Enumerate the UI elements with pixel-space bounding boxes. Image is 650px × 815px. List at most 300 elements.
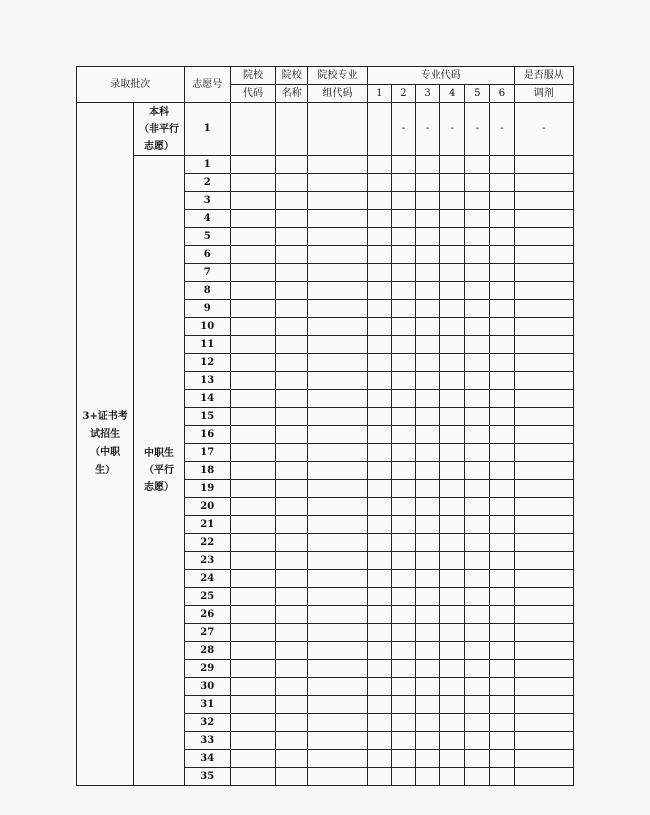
major-5-cell[interactable]: [465, 372, 490, 390]
major-1-cell[interactable]: [367, 354, 391, 372]
major-4-cell[interactable]: [440, 156, 465, 174]
major-1-cell[interactable]: [367, 696, 391, 714]
major-4-cell[interactable]: [440, 732, 465, 750]
major-1-cell[interactable]: [367, 228, 391, 246]
major-6-cell[interactable]: [490, 570, 514, 588]
major-5-cell[interactable]: [465, 318, 490, 336]
major-3-cell[interactable]: [415, 588, 439, 606]
major-6-cell[interactable]: [490, 750, 514, 768]
adjust-cell[interactable]: [514, 516, 573, 534]
major-3-cell[interactable]: [415, 300, 439, 318]
major-5-cell[interactable]: [465, 336, 490, 354]
major-1-cell[interactable]: [367, 660, 391, 678]
major-2-cell[interactable]: [391, 300, 415, 318]
school-name-cell[interactable]: [276, 498, 308, 516]
adjust-cell[interactable]: [514, 336, 573, 354]
major-5-cell[interactable]: [465, 588, 490, 606]
major-3-cell[interactable]: [415, 750, 439, 768]
major-5-cell[interactable]: [465, 570, 490, 588]
major-4-cell[interactable]: [440, 246, 465, 264]
group-code-cell[interactable]: [308, 750, 367, 768]
major-3-cell[interactable]: [415, 516, 439, 534]
adjust-cell[interactable]: [514, 534, 573, 552]
adjust-cell[interactable]: [514, 606, 573, 624]
major-6-cell[interactable]: [490, 678, 514, 696]
school-name-cell[interactable]: [276, 174, 308, 192]
major-1-cell[interactable]: [367, 408, 391, 426]
school-code-cell[interactable]: [230, 444, 275, 462]
school-code-cell[interactable]: [230, 246, 275, 264]
school-code-cell[interactable]: [230, 534, 275, 552]
major-2-cell[interactable]: [391, 678, 415, 696]
group-code-cell[interactable]: [308, 390, 367, 408]
major-2-cell[interactable]: [391, 354, 415, 372]
school-name-cell[interactable]: [276, 210, 308, 228]
major-6-cell[interactable]: [490, 660, 514, 678]
adjust-cell[interactable]: [514, 264, 573, 282]
adjust-cell[interactable]: [514, 588, 573, 606]
major-2-cell[interactable]: [391, 660, 415, 678]
major-6-cell[interactable]: [490, 444, 514, 462]
group-code-cell[interactable]: [308, 300, 367, 318]
major-4-cell[interactable]: [440, 678, 465, 696]
school-code-cell[interactable]: [230, 156, 275, 174]
major-6-cell[interactable]: [490, 588, 514, 606]
adjust-cell[interactable]: [514, 696, 573, 714]
major-1-cell[interactable]: [367, 192, 391, 210]
major-4-cell[interactable]: [440, 210, 465, 228]
school-name-cell[interactable]: [276, 750, 308, 768]
major-5-cell[interactable]: [465, 642, 490, 660]
major-3-cell[interactable]: [415, 354, 439, 372]
school-code-cell[interactable]: [230, 750, 275, 768]
major-2-cell[interactable]: [391, 588, 415, 606]
adjust-cell[interactable]: [514, 462, 573, 480]
group-code-cell[interactable]: [308, 660, 367, 678]
school-code-cell[interactable]: [230, 426, 275, 444]
adjust-cell[interactable]: [514, 174, 573, 192]
group-code-cell[interactable]: [308, 282, 367, 300]
major-1-cell[interactable]: [367, 282, 391, 300]
major-6-cell[interactable]: [490, 462, 514, 480]
major-6-cell[interactable]: [490, 264, 514, 282]
major-5-cell[interactable]: [465, 228, 490, 246]
school-name-cell[interactable]: [276, 624, 308, 642]
major-2-cell[interactable]: [391, 264, 415, 282]
group-code-cell[interactable]: [308, 588, 367, 606]
major-6-cell[interactable]: [490, 300, 514, 318]
major-5-cell[interactable]: [465, 390, 490, 408]
major-2-cell[interactable]: [391, 714, 415, 732]
adjust-cell[interactable]: [514, 624, 573, 642]
major-6-cell[interactable]: [490, 408, 514, 426]
group-code-cell[interactable]: [308, 534, 367, 552]
group-code-cell[interactable]: [308, 318, 367, 336]
major-6-cell[interactable]: [490, 210, 514, 228]
major-5-cell[interactable]: [465, 282, 490, 300]
major-6-cell[interactable]: [490, 642, 514, 660]
school-code-cell[interactable]: [230, 300, 275, 318]
major-5-cell[interactable]: [465, 624, 490, 642]
major-5-cell[interactable]: [465, 156, 490, 174]
major-6-cell[interactable]: [490, 390, 514, 408]
adjust-cell[interactable]: [514, 552, 573, 570]
major-3-cell[interactable]: [415, 768, 439, 786]
major-1-cell[interactable]: [367, 570, 391, 588]
major-3-cell[interactable]: [415, 336, 439, 354]
major-6-cell[interactable]: [490, 372, 514, 390]
adjust-cell[interactable]: [514, 156, 573, 174]
major-5-cell[interactable]: [465, 246, 490, 264]
major-4-cell[interactable]: [440, 624, 465, 642]
major-3-cell[interactable]: [415, 246, 439, 264]
group-code-cell[interactable]: [308, 156, 367, 174]
major-2-cell[interactable]: [391, 444, 415, 462]
major-3-cell[interactable]: [415, 228, 439, 246]
major-3-cell[interactable]: [415, 210, 439, 228]
major-2-cell[interactable]: [391, 570, 415, 588]
major-5-cell[interactable]: [465, 552, 490, 570]
major-4-cell[interactable]: [440, 768, 465, 786]
school-name-cell[interactable]: [276, 156, 308, 174]
school-code-cell[interactable]: [230, 678, 275, 696]
major-5-cell[interactable]: [465, 210, 490, 228]
group-code-cell[interactable]: [308, 228, 367, 246]
undergrad-major-1-cell[interactable]: [367, 103, 391, 156]
major-4-cell[interactable]: [440, 300, 465, 318]
group-code-cell[interactable]: [308, 408, 367, 426]
major-5-cell[interactable]: [465, 498, 490, 516]
major-4-cell[interactable]: [440, 318, 465, 336]
school-code-cell[interactable]: [230, 318, 275, 336]
major-2-cell[interactable]: [391, 372, 415, 390]
major-6-cell[interactable]: [490, 228, 514, 246]
major-3-cell[interactable]: [415, 174, 439, 192]
major-2-cell[interactable]: [391, 462, 415, 480]
major-3-cell[interactable]: [415, 192, 439, 210]
school-code-cell[interactable]: [230, 660, 275, 678]
undergrad-school-code-cell[interactable]: [230, 103, 275, 156]
major-4-cell[interactable]: [440, 192, 465, 210]
major-6-cell[interactable]: [490, 282, 514, 300]
major-4-cell[interactable]: [440, 714, 465, 732]
school-name-cell[interactable]: [276, 696, 308, 714]
major-1-cell[interactable]: [367, 624, 391, 642]
major-2-cell[interactable]: [391, 318, 415, 336]
major-6-cell[interactable]: [490, 174, 514, 192]
major-5-cell[interactable]: [465, 732, 490, 750]
adjust-cell[interactable]: [514, 426, 573, 444]
major-4-cell[interactable]: [440, 336, 465, 354]
major-4-cell[interactable]: [440, 552, 465, 570]
adjust-cell[interactable]: [514, 390, 573, 408]
school-code-cell[interactable]: [230, 624, 275, 642]
school-code-cell[interactable]: [230, 228, 275, 246]
major-2-cell[interactable]: [391, 642, 415, 660]
major-1-cell[interactable]: [367, 210, 391, 228]
school-code-cell[interactable]: [230, 480, 275, 498]
major-6-cell[interactable]: [490, 192, 514, 210]
school-name-cell[interactable]: [276, 480, 308, 498]
school-name-cell[interactable]: [276, 300, 308, 318]
major-1-cell[interactable]: [367, 534, 391, 552]
adjust-cell[interactable]: [514, 768, 573, 786]
school-name-cell[interactable]: [276, 642, 308, 660]
major-4-cell[interactable]: [440, 354, 465, 372]
school-name-cell[interactable]: [276, 282, 308, 300]
adjust-cell[interactable]: [514, 732, 573, 750]
major-4-cell[interactable]: [440, 264, 465, 282]
major-2-cell[interactable]: [391, 552, 415, 570]
major-3-cell[interactable]: [415, 696, 439, 714]
school-code-cell[interactable]: [230, 498, 275, 516]
adjust-cell[interactable]: [514, 714, 573, 732]
major-5-cell[interactable]: [465, 714, 490, 732]
school-name-cell[interactable]: [276, 444, 308, 462]
major-1-cell[interactable]: [367, 462, 391, 480]
group-code-cell[interactable]: [308, 624, 367, 642]
major-2-cell[interactable]: [391, 768, 415, 786]
adjust-cell[interactable]: [514, 318, 573, 336]
adjust-cell[interactable]: [514, 642, 573, 660]
major-4-cell[interactable]: [440, 462, 465, 480]
major-4-cell[interactable]: [440, 228, 465, 246]
school-code-cell[interactable]: [230, 372, 275, 390]
undergrad-school-name-cell[interactable]: [276, 103, 308, 156]
major-5-cell[interactable]: [465, 534, 490, 552]
major-3-cell[interactable]: [415, 390, 439, 408]
major-3-cell[interactable]: [415, 660, 439, 678]
major-3-cell[interactable]: [415, 282, 439, 300]
group-code-cell[interactable]: [308, 552, 367, 570]
major-5-cell[interactable]: [465, 300, 490, 318]
major-2-cell[interactable]: [391, 174, 415, 192]
major-6-cell[interactable]: [490, 552, 514, 570]
major-3-cell[interactable]: [415, 408, 439, 426]
major-3-cell[interactable]: [415, 732, 439, 750]
group-code-cell[interactable]: [308, 570, 367, 588]
adjust-cell[interactable]: [514, 192, 573, 210]
major-2-cell[interactable]: [391, 228, 415, 246]
group-code-cell[interactable]: [308, 498, 367, 516]
major-4-cell[interactable]: [440, 750, 465, 768]
school-code-cell[interactable]: [230, 264, 275, 282]
major-1-cell[interactable]: [367, 318, 391, 336]
school-code-cell[interactable]: [230, 768, 275, 786]
adjust-cell[interactable]: [514, 750, 573, 768]
group-code-cell[interactable]: [308, 192, 367, 210]
group-code-cell[interactable]: [308, 246, 367, 264]
school-name-cell[interactable]: [276, 228, 308, 246]
major-5-cell[interactable]: [465, 696, 490, 714]
school-name-cell[interactable]: [276, 426, 308, 444]
adjust-cell[interactable]: [514, 570, 573, 588]
major-4-cell[interactable]: [440, 426, 465, 444]
major-3-cell[interactable]: [415, 678, 439, 696]
major-2-cell[interactable]: [391, 498, 415, 516]
major-5-cell[interactable]: [465, 408, 490, 426]
school-name-cell[interactable]: [276, 462, 308, 480]
major-5-cell[interactable]: [465, 750, 490, 768]
major-1-cell[interactable]: [367, 768, 391, 786]
group-code-cell[interactable]: [308, 696, 367, 714]
school-name-cell[interactable]: [276, 678, 308, 696]
adjust-cell[interactable]: [514, 282, 573, 300]
major-1-cell[interactable]: [367, 480, 391, 498]
major-2-cell[interactable]: [391, 336, 415, 354]
school-name-cell[interactable]: [276, 192, 308, 210]
major-6-cell[interactable]: [490, 480, 514, 498]
group-code-cell[interactable]: [308, 678, 367, 696]
major-5-cell[interactable]: [465, 768, 490, 786]
major-2-cell[interactable]: [391, 390, 415, 408]
major-1-cell[interactable]: [367, 246, 391, 264]
school-name-cell[interactable]: [276, 606, 308, 624]
major-1-cell[interactable]: [367, 588, 391, 606]
major-4-cell[interactable]: [440, 588, 465, 606]
major-2-cell[interactable]: [391, 408, 415, 426]
major-3-cell[interactable]: [415, 498, 439, 516]
school-code-cell[interactable]: [230, 390, 275, 408]
school-name-cell[interactable]: [276, 714, 308, 732]
school-name-cell[interactable]: [276, 246, 308, 264]
school-code-cell[interactable]: [230, 714, 275, 732]
major-3-cell[interactable]: [415, 552, 439, 570]
major-4-cell[interactable]: [440, 444, 465, 462]
school-code-cell[interactable]: [230, 462, 275, 480]
school-code-cell[interactable]: [230, 696, 275, 714]
major-2-cell[interactable]: [391, 606, 415, 624]
major-3-cell[interactable]: [415, 462, 439, 480]
major-1-cell[interactable]: [367, 516, 391, 534]
major-6-cell[interactable]: [490, 426, 514, 444]
major-3-cell[interactable]: [415, 444, 439, 462]
major-2-cell[interactable]: [391, 192, 415, 210]
major-5-cell[interactable]: [465, 426, 490, 444]
major-6-cell[interactable]: [490, 768, 514, 786]
major-3-cell[interactable]: [415, 570, 439, 588]
group-code-cell[interactable]: [308, 444, 367, 462]
major-6-cell[interactable]: [490, 246, 514, 264]
major-2-cell[interactable]: [391, 696, 415, 714]
major-6-cell[interactable]: [490, 732, 514, 750]
major-6-cell[interactable]: [490, 624, 514, 642]
major-1-cell[interactable]: [367, 264, 391, 282]
major-2-cell[interactable]: [391, 282, 415, 300]
major-2-cell[interactable]: [391, 750, 415, 768]
major-4-cell[interactable]: [440, 390, 465, 408]
major-5-cell[interactable]: [465, 444, 490, 462]
major-5-cell[interactable]: [465, 606, 490, 624]
school-code-cell[interactable]: [230, 192, 275, 210]
major-4-cell[interactable]: [440, 408, 465, 426]
major-1-cell[interactable]: [367, 372, 391, 390]
major-1-cell[interactable]: [367, 678, 391, 696]
group-code-cell[interactable]: [308, 606, 367, 624]
major-3-cell[interactable]: [415, 714, 439, 732]
major-3-cell[interactable]: [415, 264, 439, 282]
group-code-cell[interactable]: [308, 768, 367, 786]
major-1-cell[interactable]: [367, 498, 391, 516]
school-code-cell[interactable]: [230, 282, 275, 300]
school-code-cell[interactable]: [230, 336, 275, 354]
major-2-cell[interactable]: [391, 624, 415, 642]
major-2-cell[interactable]: [391, 426, 415, 444]
major-3-cell[interactable]: [415, 642, 439, 660]
major-1-cell[interactable]: [367, 642, 391, 660]
major-4-cell[interactable]: [440, 480, 465, 498]
major-1-cell[interactable]: [367, 174, 391, 192]
adjust-cell[interactable]: [514, 444, 573, 462]
adjust-cell[interactable]: [514, 246, 573, 264]
major-5-cell[interactable]: [465, 354, 490, 372]
school-code-cell[interactable]: [230, 642, 275, 660]
group-code-cell[interactable]: [308, 354, 367, 372]
school-code-cell[interactable]: [230, 516, 275, 534]
major-1-cell[interactable]: [367, 732, 391, 750]
major-3-cell[interactable]: [415, 426, 439, 444]
major-1-cell[interactable]: [367, 426, 391, 444]
major-1-cell[interactable]: [367, 714, 391, 732]
major-4-cell[interactable]: [440, 516, 465, 534]
major-5-cell[interactable]: [465, 678, 490, 696]
major-4-cell[interactable]: [440, 174, 465, 192]
major-2-cell[interactable]: [391, 732, 415, 750]
group-code-cell[interactable]: [308, 372, 367, 390]
group-code-cell[interactable]: [308, 714, 367, 732]
major-3-cell[interactable]: [415, 624, 439, 642]
major-6-cell[interactable]: [490, 354, 514, 372]
school-name-cell[interactable]: [276, 372, 308, 390]
major-3-cell[interactable]: [415, 480, 439, 498]
major-1-cell[interactable]: [367, 390, 391, 408]
major-2-cell[interactable]: [391, 534, 415, 552]
major-1-cell[interactable]: [367, 606, 391, 624]
major-1-cell[interactable]: [367, 300, 391, 318]
group-code-cell[interactable]: [308, 642, 367, 660]
adjust-cell[interactable]: [514, 300, 573, 318]
school-code-cell[interactable]: [230, 210, 275, 228]
school-code-cell[interactable]: [230, 606, 275, 624]
major-1-cell[interactable]: [367, 444, 391, 462]
major-2-cell[interactable]: [391, 516, 415, 534]
undergrad-group-code-cell[interactable]: [308, 103, 367, 156]
school-code-cell[interactable]: [230, 570, 275, 588]
major-6-cell[interactable]: [490, 534, 514, 552]
school-name-cell[interactable]: [276, 390, 308, 408]
group-code-cell[interactable]: [308, 264, 367, 282]
major-1-cell[interactable]: [367, 336, 391, 354]
adjust-cell[interactable]: [514, 660, 573, 678]
adjust-cell[interactable]: [514, 480, 573, 498]
school-name-cell[interactable]: [276, 660, 308, 678]
major-2-cell[interactable]: [391, 480, 415, 498]
adjust-cell[interactable]: [514, 498, 573, 516]
major-6-cell[interactable]: [490, 156, 514, 174]
school-name-cell[interactable]: [276, 732, 308, 750]
major-3-cell[interactable]: [415, 372, 439, 390]
school-name-cell[interactable]: [276, 354, 308, 372]
school-code-cell[interactable]: [230, 552, 275, 570]
adjust-cell[interactable]: [514, 354, 573, 372]
group-code-cell[interactable]: [308, 732, 367, 750]
school-name-cell[interactable]: [276, 516, 308, 534]
school-name-cell[interactable]: [276, 588, 308, 606]
major-4-cell[interactable]: [440, 642, 465, 660]
adjust-cell[interactable]: [514, 408, 573, 426]
major-1-cell[interactable]: [367, 156, 391, 174]
major-4-cell[interactable]: [440, 282, 465, 300]
